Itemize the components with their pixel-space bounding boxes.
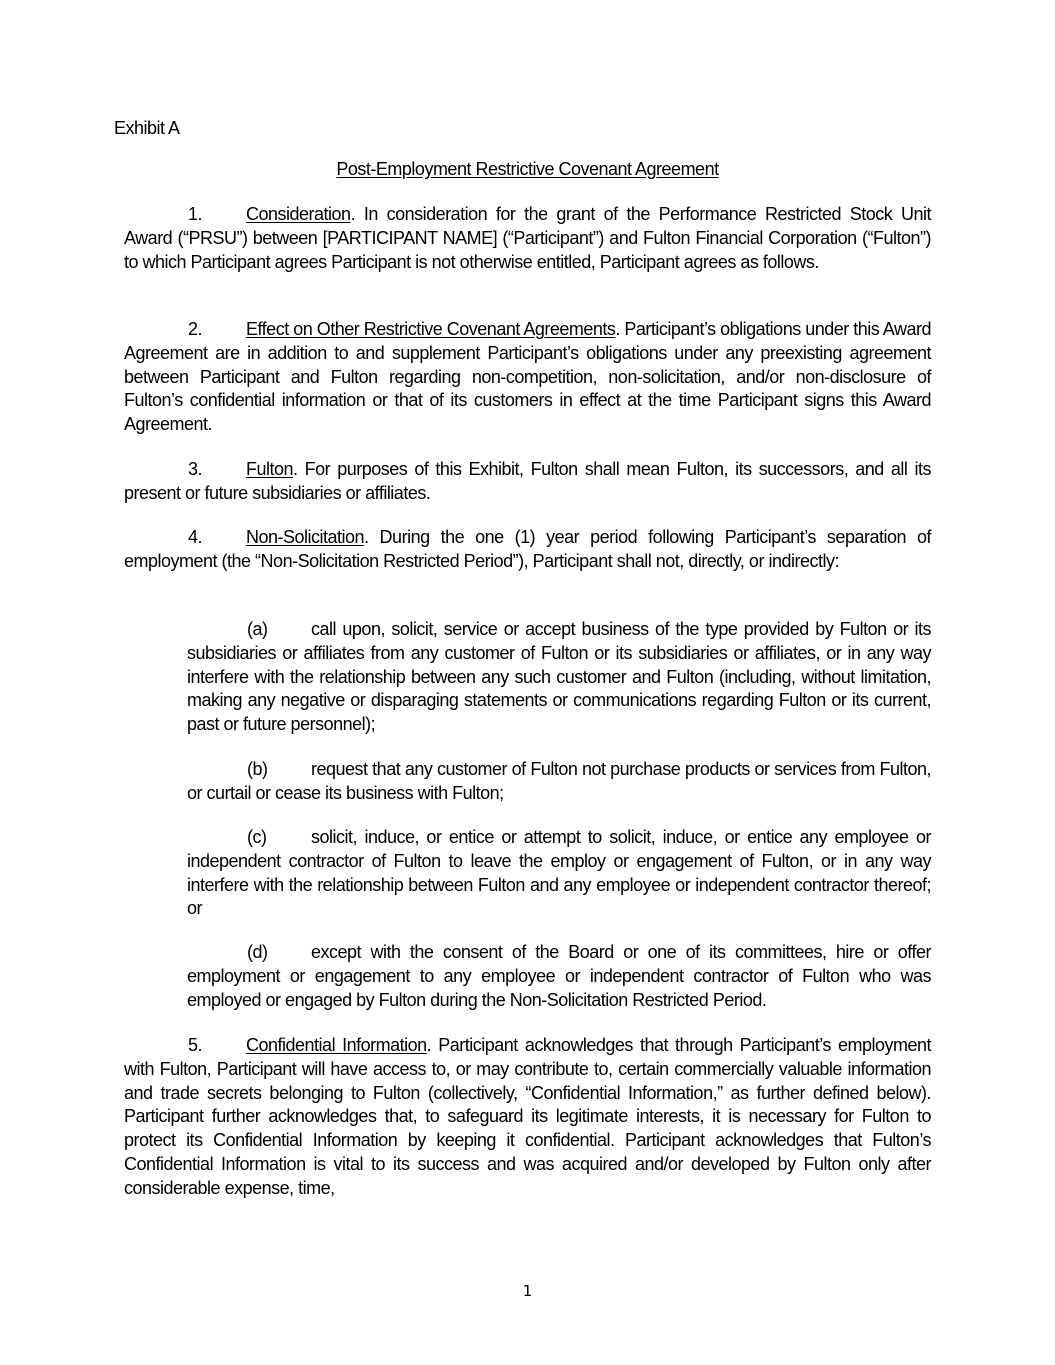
section-text: . For purposes of this Exhibit, Fulton shall mean Fulton, its successors, and all its present or future subsidiaries or affiliates. [124, 459, 931, 503]
section-2 [124, 318, 931, 437]
section-1 [124, 203, 931, 274]
section-number: 2. [188, 319, 203, 339]
section-text: . In consideration for the grant of the Performance Restricted Stock Unit Award (“PRSU”) between [PARTICIPANT NAME] (“Participant”) and Fulton Financial Corporation (“Fulton”) to which Participant agrees Participant is not otherwise entitled, Participant agrees as follows. [124, 204, 931, 272]
subsection-b [187, 758, 931, 806]
section-heading: Confidential Information [246, 1035, 427, 1055]
document-title-text: Post-Employment Restrictive Covenant Agreement [336, 159, 719, 179]
section-heading: Fulton [246, 459, 294, 479]
subsection-label: (c) [247, 827, 267, 847]
section-text: . Participant’s obligations under this Award Agreement are in addition to and supplement Participant’s obligations under any preexisting agreement between Participant and Fulton regarding non-competition, non-solicitation, and/or non-disclosure of Fulton’s confidential information or that of its customers in effect at the time Participant signs this Award Agreement. [124, 319, 931, 435]
subsection-a [187, 618, 931, 737]
subsection-d [187, 941, 931, 1012]
section-number: 5. [188, 1035, 203, 1055]
section-4 [124, 526, 931, 574]
subsection-c [187, 826, 931, 921]
section-3 [124, 458, 931, 506]
section-heading: Non-Solicitation [246, 527, 365, 547]
exhibit-label: Exhibit A [114, 118, 180, 138]
subsection-text: except with the consent of the Board or one of its committees, hire or offer employment or engagement to any employee or independent contractor of Fulton who was employed or engaged by Fulton during the Non-Solicitation Restricted Period. [187, 942, 931, 1010]
section-text: . Participant acknowledges that through Participant’s employment with Fulton, Participant will have access to, or may contribute to, certain commercially valuable information and trade secrets belonging to Fulton (collectively, “Confidential Information,” as further defined below). Participant further acknowledges that, to safeguard its legitimate interests, it is necessary for Fulton to protect its Confidential Information by keeping it confidential. Participant acknowledges that Fulton’s Confidential Information is vital to its success and was acquired and/or developed by Fulton only after considerable expense, time, [124, 1035, 931, 1198]
page-number: 1 [522, 1282, 533, 1300]
subsection-text: call upon, solicit, service or accept business of the type provided by Fulton or its subsidiaries or affiliates from any customer of Fulton or its subsidiaries or affiliates, or in any way interfere with the relationship between any such customer and Fulton (including, without limitation, making any negative or disparaging statements or communications regarding Fulton or its current, past or future personnel); [187, 619, 931, 735]
subsection-text: solicit, induce, or entice or attempt to solicit, induce, or entice any employee or independent contractor of Fulton to leave the employ or engagement of Fulton, or in any way interfere with the relationship between Fulton and any employee or independent contractor thereof; or [187, 827, 931, 919]
section-number: 4. [188, 527, 203, 547]
section-text: . During the one (1) year period following Participant’s separation of employment (the “Non-Solicitation Restricted Period”), Participant shall not, directly, or indirectly: [124, 527, 931, 571]
subsection-label: (b) [247, 759, 268, 779]
subsection-label: (a) [247, 619, 268, 639]
document-title [0, 158, 1055, 182]
section-number: 1. [188, 204, 203, 224]
section-heading: Consideration [246, 204, 351, 224]
section-heading: Effect on Other Restrictive Covenant Agreements [246, 319, 616, 339]
section-number: 3. [188, 459, 203, 479]
subsection-text: request that any customer of Fulton not purchase products or services from Fulton, or curtail or cease its business with Fulton; [187, 759, 931, 803]
subsection-label: (d) [247, 942, 268, 962]
section-5 [124, 1034, 931, 1201]
